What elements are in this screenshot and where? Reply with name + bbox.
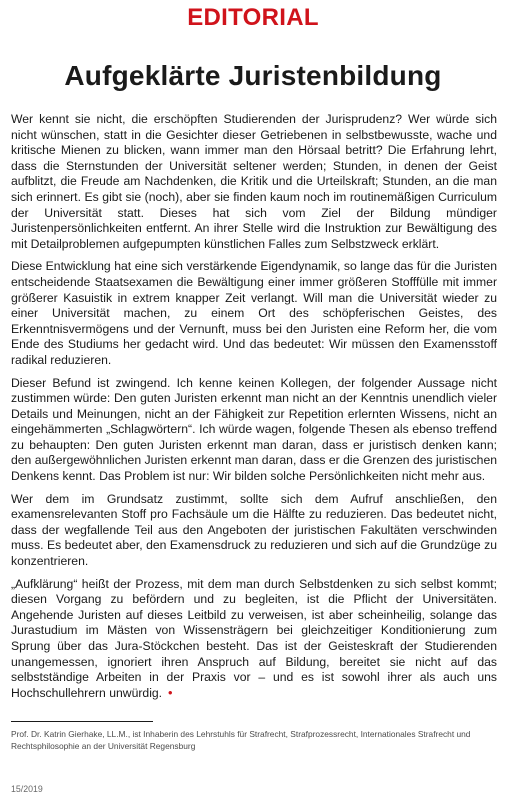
end-mark-icon: • — [168, 685, 173, 700]
paragraph: Diese Entwicklung hat eine sich verstärkende Eigendynamik, so lange das für die Juristen entscheidende Staatsexamen die Bewältigung einer immer größeren Stofffülle mit immer größerer Kasuistik in extrem knapper Zeit verlangt. Will man die Universität wieder zu einer Universität machen, zu einem Ort des schöpferischen Geistes, des Erkenntnisvermögens und der Vernunft, muss bei den Juristen eine Reform her, die vom Ende des Studiums her gedacht wird. Und das bedeutet: Wir müssen den Examensstoff radikal reduzieren. — [11, 259, 497, 367]
paragraph: Wer dem im Grundsatz zustimmt, sollte sich dem Aufruf anschließen, den examensrelevanten Stoff pro Fachsäule um die Hälfte zu reduzieren. Das bedeutet nicht, dass der wegfallende Teil aus den Angeboten der juristischen Fakultäten verschwinden muss. Es bedeutet aber, den Examensdruck zu reduzieren und sich auf die Grundzüge zu konzentrieren. — [11, 491, 497, 569]
footnote-divider — [11, 721, 153, 722]
paragraph: Dieser Befund ist zwingend. Ich kenne keinen Kollegen, der folgender Aussage nicht zustimmen würde: Den guten Juristen erkennt man nicht an der Kenntnis unendlich vieler Details und Meinungen, nicht an der Fähigkeit zur Repetition erlernten Wissens, nicht an eingehämmerten „Schlagwörtern“. Ich würde wagen, folgende Thesen als ebenso treffend zu behaupten: Den guten Juristen erkennt man daran, dass er juristisch denken kann; den außergewöhnlichen Juristen erkennt man daran, dass er die Grenzen des juristischen Denkens kennt. Das Problem ist nur: Wir bilden solche Persönlichkeiten nicht mehr aus. — [11, 375, 497, 484]
paragraph-text: „Aufklärung“ heißt der Prozess, mit dem man durch Selbstdenken zu sich selbst kommt; diesen Vorgang zu befördern und zu begleiten, ist die Pflicht der Universitäten. Angehende Juristen auf dieses Leitbild zu verweisen, ist aber scheinheilig, solange das Jurastudium im Mästen von Wissensträgern bei gleichzeitiger Konditionierung zum Sprung über das Jura-Stöckchen besteht. Das ist der Geisteskraft der Studierenden unangemessen, ignoriert ihren Anspruch auf Bildung, bereitet sie nicht auf das selbstständige Arbeiten in der Praxis vor – und es ist sowohl ihrer als auch uns Hochschullehrern unwürdig. — [11, 576, 497, 700]
author-footnote: Prof. Dr. Katrin Gierhake, LL.M., ist Inhaberin des Lehrstuhls für Strafrecht, Strafprozessrecht, Internationales Strafrecht und Rechtsphilosophie an der Universität Regensburg — [11, 729, 471, 752]
last-paragraph — [11, 577, 497, 702]
article-title: Aufgeklärte Juristenbildung — [64, 60, 442, 91]
paragraph: Wer kennt sie nicht, die erschöpften Studierenden der Jurisprudenz? Wer würde sich nicht wünschen, statt in die Gesichter dieser Getriebenen in selbstbewusste, wache und kritische Mienen zu blicken, wann immer man den Hörsaal betritt? Die Erfahrung lehrt, dass die Sternstunden der Universität seltener werden; Stunden, in denen der Geist aufblitzt, die Freude am Nachdenken, die Kritik und die Urteilskraft; Stunden, an die man sich erinnert. Es gibt sie (noch), aber sie finden kaum noch im routinemäßigen Curriculum der Universität statt. Dieses hat sich vom Ziel der Bildung mündiger Juristenpersönlichkeiten entfernt. An ihrer Stelle wird die Instruktion zur Bewältigung des mit Detailproblemen aufgepumpten künstlichen Falles zum Selbstzweck erklärt. — [11, 112, 497, 251]
article-body — [11, 112, 497, 708]
section-label: EDITORIAL — [187, 4, 319, 31]
issue-number: 15/2019 — [11, 784, 43, 794]
